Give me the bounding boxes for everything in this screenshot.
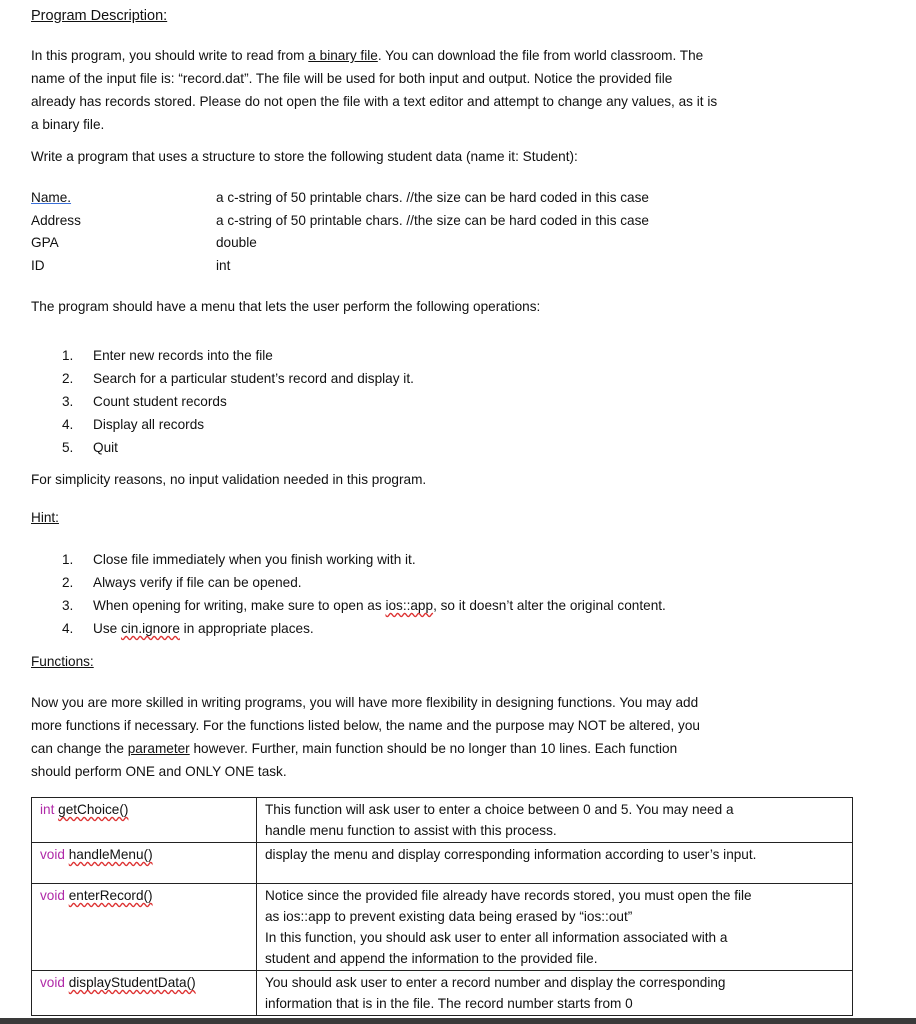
list-text: Always verify if file can be opened. [93,575,302,590]
list-number: 4. [62,621,74,636]
desc-line: as ios::app to prevent existing data being erased by “ios::out” [265,909,633,924]
function-signature [32,971,257,1016]
function-description [257,884,853,971]
text: however. Further, main function should be no longer than 10 lines. Each function [189,741,678,756]
functions-line [31,737,700,760]
table-row [32,884,853,971]
return-type: int [40,802,55,817]
list-number: 3. [62,598,74,613]
desc-line: In this function, you should ask user to enter all information associated with a [265,930,728,945]
field-name: Name. [31,190,72,205]
field-desc: a c-string of 50 printable chars. //the size can be hard coded in this case [216,212,649,228]
code-text: cin.ignore [120,621,180,636]
hint-title: Hint: [31,510,59,525]
desc-line: information that is in the file. The record number starts from 0 [265,996,633,1011]
intro-line: name of the input file is: “record.dat”. The file will be used for both input and output. Notice the provided file [31,71,673,86]
table-row [32,971,853,1016]
list-item [62,571,666,594]
struct-intro: Write a program that uses a structure to store the following student data (name it: Student): [31,149,578,164]
list-text: Search for a particular student’s record and display it. [93,371,414,386]
list-number: 4. [62,417,74,432]
function-signature [32,798,257,843]
menu-intro: The program should have a menu that lets the user perform the following operations: [31,299,541,314]
simplicity-note: For simplicity reasons, no input validation needed in this program. [31,472,427,487]
return-type: void [40,975,65,990]
function-description [257,843,853,884]
desc-line: display the menu and display corresponding information according to user’s input. [265,847,757,862]
list-text: Close file immediately when you finish working with it. [93,552,416,567]
code-text: ios::app [385,598,434,613]
list-item [62,367,414,390]
list-text: Display all records [93,417,205,432]
list-item [62,436,414,459]
list-number: 5. [62,440,74,455]
intro-line: already has records stored. Please do not open the file with a text editor and attempt to change any values, as it is [31,94,718,109]
field-name: Address [31,212,81,228]
list-item [62,594,666,617]
list-number: 3. [62,394,74,409]
field-name: ID [31,257,45,273]
field-desc: int [216,257,231,273]
functions-table [31,797,853,1016]
function-description [257,798,853,843]
list-number: 2. [62,371,74,386]
return-type: void [40,847,65,862]
desc-line: Notice since the provided file already have records stored, you must open the file [265,888,752,903]
intro-paragraph [31,44,717,136]
field-descriptions [216,187,649,277]
list-number: 1. [62,348,74,363]
list-text: Quit [93,440,118,455]
text: . You can download the file from world classroom. The [377,48,704,63]
page-title: Program Description: [31,8,168,24]
list-text: Use [93,621,121,636]
list-number: 2. [62,575,74,590]
list-number: 1. [62,552,74,567]
list-item [62,413,414,436]
field-desc: double [216,235,257,250]
text: can change the [31,741,128,756]
intro-line: a binary file. [31,117,105,132]
desc-line: handle menu function to assist with this process. [265,823,557,838]
desc-line: You should ask user to enter a record number and display the corresponding [265,975,726,990]
list-text: Count student records [93,394,227,409]
list-item [62,390,414,413]
intro-line [31,44,717,67]
table-row [32,843,853,884]
list-text: , so it doesn’t alter the original content. [433,598,666,613]
text: In this program, you should write to read from [31,48,309,63]
table-row [32,798,853,843]
function-description [257,971,853,1016]
functions-line: more functions if necessary. For the functions listed below, the name and the purpose may NOT be altered, you [31,718,700,733]
function-signature [32,843,257,884]
functions-line: Now you are more skilled in writing programs, you will have more flexibility in designing functions. You may add [31,695,699,710]
function-name: handleMenu() [68,847,153,862]
list-text: When opening for writing, make sure to open as [93,598,386,613]
function-signature [32,884,257,971]
hint-list [62,548,666,640]
desc-line: This function will ask user to enter a choice between 0 and 5. You may need a [265,802,734,817]
bottom-bar [0,1018,916,1024]
field-desc: a c-string of 50 printable chars. //the size can be hard coded in this case [216,190,649,205]
list-item [62,617,666,640]
function-name: enterRecord() [68,888,153,903]
functions-line: should perform ONE and ONLY ONE task. [31,764,287,779]
field-name: GPA [31,235,59,250]
list-item [62,548,666,571]
function-name: displayStudentData() [68,975,196,990]
menu-list [62,344,414,459]
return-type: void [40,888,65,903]
functions-title: Functions: [31,654,94,669]
list-item [62,344,414,367]
list-text: in appropriate places. [179,621,314,636]
binary-file-link: a binary file [308,48,378,63]
desc-line: student and append the information to the provided file. [265,951,598,966]
function-name: getChoice() [58,802,129,817]
parameter-link: parameter [127,741,190,756]
functions-paragraph [31,691,700,783]
field-names [31,187,81,277]
list-text: Enter new records into the file [93,348,273,363]
